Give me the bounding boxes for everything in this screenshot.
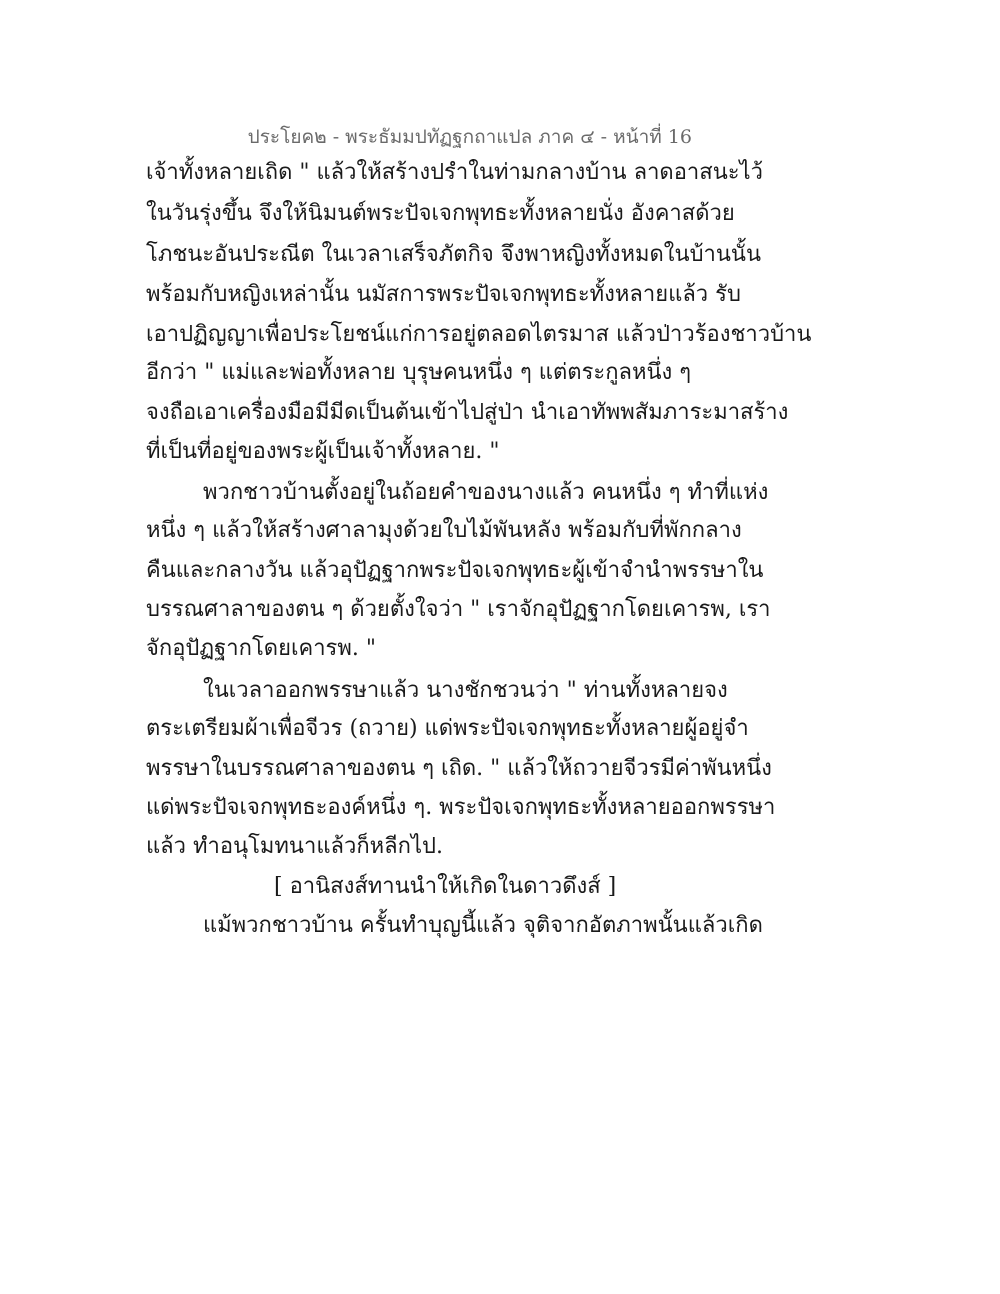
text-line: แด่พระปัจเจกพุทธะองค์หนึ่ง ๆ. พระปัจเจกพุทธะทั้งหลายออกพรรษา [146,795,776,820]
text-line: พรรษาในบรรณศาลาของตน ๆ เถิด. " แล้วให้ถวายจีวรมีค่าพันหนึ่ง [146,756,772,781]
text-line: พร้อมกับหญิงเหล่านั้น นมัสการพระปัจเจกพุทธะทั้งหลายแล้ว รับ [146,282,741,307]
text-line: แล้ว ทำอนุโมทนาแล้วก็หลีกไป. [146,834,443,859]
text-line: เจ้าทั้งหลายเถิด " แล้วให้สร้างปรำในท่ามกลางบ้าน ลาดอาสนะไว้ [146,160,763,185]
text-line: คืนและกลางวัน แล้วอุปัฏฐากพระปัจเจกพุทธะผู้เข้าจำนำพรรษาใน [146,558,764,583]
text-line: ที่เป็นที่อยู่ของพระผู้เป็นเจ้าทั้งหลาย. " [146,439,500,464]
paragraph-first-line: ในเวลาออกพรรษาแล้ว นางชักชวนว่า " ท่านทั้งหลายจง [203,678,728,703]
text-line: หนึ่ง ๆ แล้วให้สร้างศาลามุงด้วยใบไม้พันหลัง พร้อมกับที่พักกลาง [146,518,742,543]
section-heading: [ อานิสงส์ทานนำให้เกิดในดาวดึงส์ ] [274,874,617,899]
text-line: ในวันรุ่งขึ้น จึงให้นิมนต์พระปัจเจกพุทธะทั้งหลายนั่ง อังคาสด้วย [146,201,735,226]
text-line: เอาปฏิญญาเพื่อประโยชน์แก่การอยู่ตลอดไตรมาส แล้วป่าวร้องชาวบ้าน [146,322,812,347]
text-line: อีกว่า " แม่และพ่อทั้งหลาย บุรุษคนหนึ่ง ๆ แต่ตระกูลหนึ่ง ๆ [146,360,692,385]
paragraph-first-line: แม้พวกชาวบ้าน ครั้นทำบุญนี้แล้ว จุติจากอัตภาพนั้นแล้วเกิด [203,913,763,938]
running-header: ประโยค๒ - พระธัมมปทัฏฐกถาแปล ภาค ๔ - หน้าที่ 16 [247,126,692,148]
paragraph-first-line: พวกชาวบ้านตั้งอยู่ในถ้อยคำของนางแล้ว คนหนึ่ง ๆ ทำที่แห่ง [203,480,769,505]
text-line: จักอุปัฏฐากโดยเคารพ. " [146,636,376,661]
text-line: จงถือเอาเครื่องมือมีมีดเป็นต้นเข้าไปสู่ป่า นำเอาทัพพสัมภาระมาสร้าง [146,400,789,425]
text-line: ตระเตรียมผ้าเพื่อจีวร (ถวาย) แด่พระปัจเจกพุทธะทั้งหลายผู้อยู่จำ [146,716,749,741]
text-line: บรรณศาลาของตน ๆ ด้วยตั้งใจว่า " เราจักอุปัฏฐากโดยเคารพ, เรา [146,597,771,622]
text-line: โภชนะอันประณีต ในเวลาเสร็จภัตกิจ จึงพาหญิงทั้งหมดในบ้านนั้น [146,242,762,267]
